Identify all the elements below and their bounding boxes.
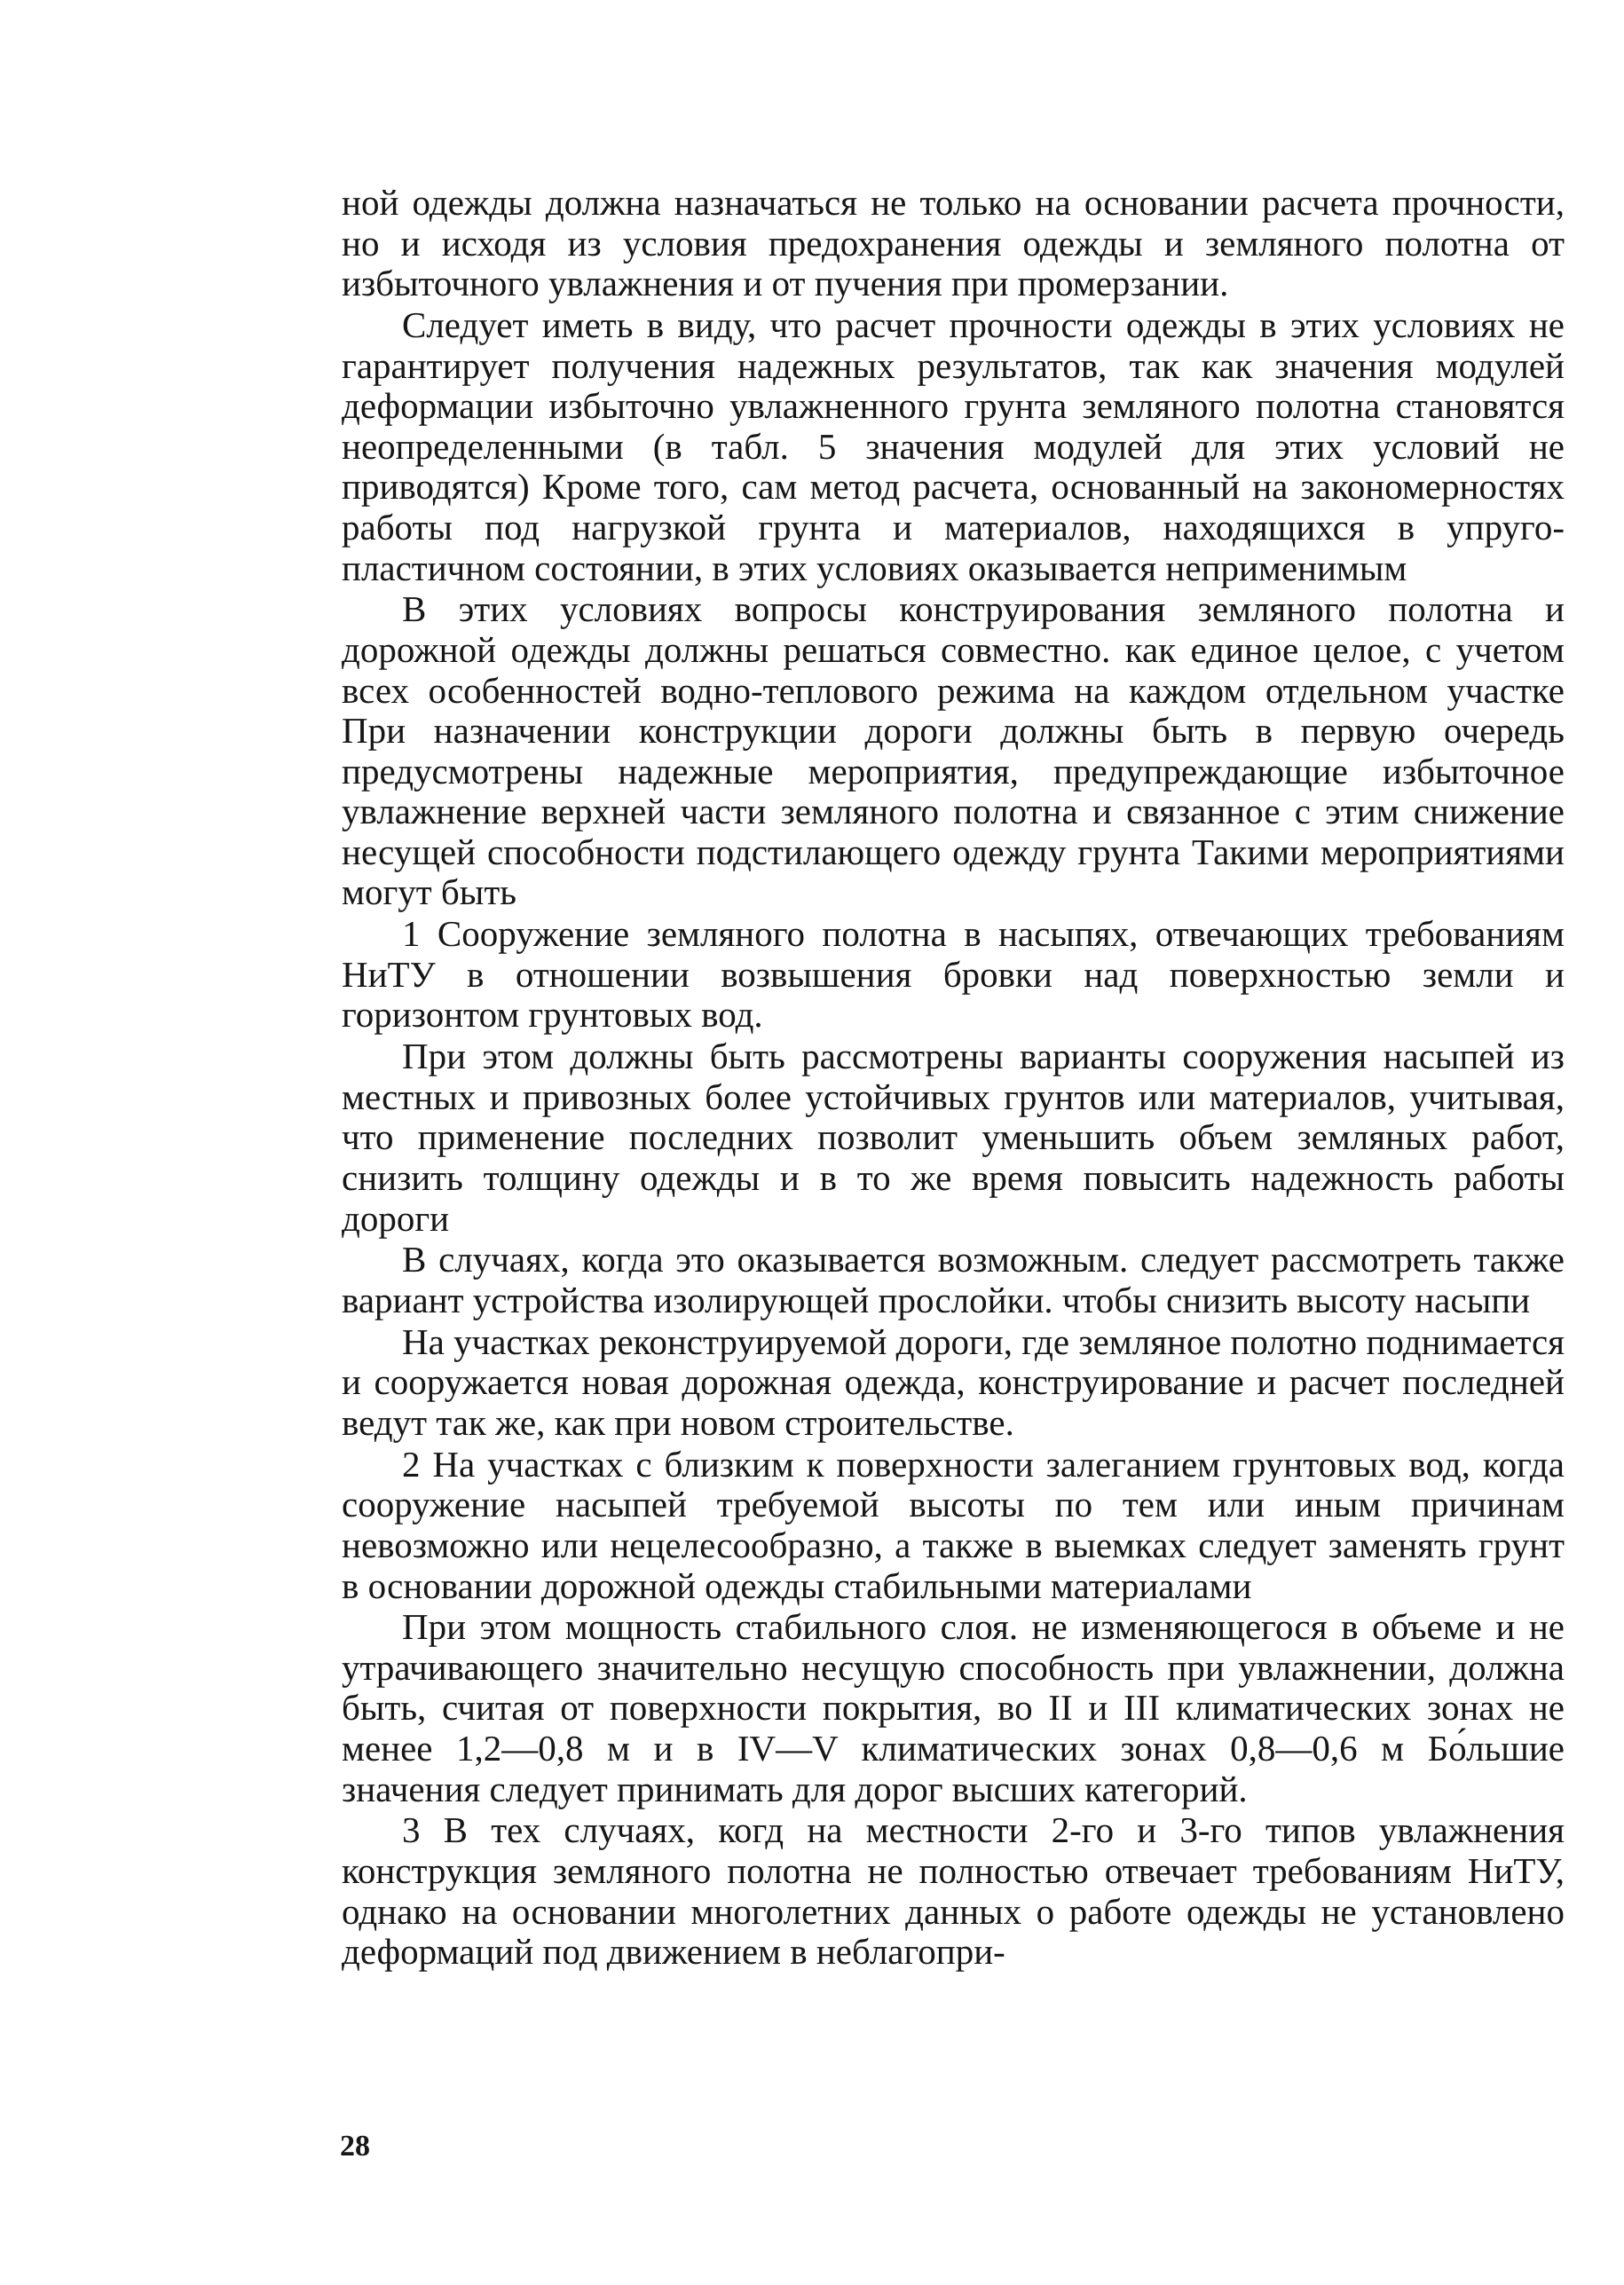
paragraph-9: При этом мощность стабильного слоя. не изменяющегося в объеме и не утрачивающего значительно несущую способность при увлажнении, должна быть, считая от поверхности покрытия, во II и III климатических зонах не менее 1,2—0,8 м и в IV—V климатических зонах 0,8—0,6 м Бо́льшие значения следует принимать для дорог высших категорий.	[342, 1606, 1565, 1809]
paragraph-8: 2 На участках с близким к поверхности залеганием грунтовых вод, когда сооружение насыпей требуемой высоты по тем или иным причинам невозможно или нецелесообразно, а также в выемках следует заменять грунт в основании дорожной одежды стабильными материалами	[342, 1443, 1565, 1606]
paragraph-7: На участках реконструируемой дороги, где земляное полотно поднимается и сооружается новая дорожная одежда, конструирование и расчет последней ведут так же, как при новом строительстве.	[342, 1320, 1565, 1443]
paragraph-4: 1 Сооружение земляного полотна в насыпях, отвечающих требованиям НиТУ в отношении возвышения бровки над поверхностью земли и горизонтом грунтовых вод.	[342, 913, 1565, 1036]
paragraph-10: 3 В тех случаях, когд на местности 2-го и 3-го типов увлажнения конструкция земляного полотна не полностью отвечает требованиям НиТУ, однако на основании многолетних данных о работе одежды не установлено деформаций под движением в неблагопри-	[342, 1809, 1565, 1973]
paragraph-5: При этом должны быть рассмотрены варианты сооружения насыпей из местных и привозных более устойчивых грунтов или материалов, учитывая, что применение последних позволит уменьшить объем земляных работ, снизить толщину одежды и в то же время повысить надежность работы дороги	[342, 1036, 1565, 1239]
paragraph-1: ной одежды должна назначаться не только на основании расчета прочности, но и исходя из условия предохранения одежды и земляного полотна от избыточного увлажнения и от пучения при промерзании.	[342, 182, 1565, 304]
body-text	[342, 183, 1565, 1974]
paragraph-2: Следует иметь в виду, что расчет прочности одежды в этих условиях не гарантирует получения надежных результатов, так как значения модулей деформации избыточно увлажненного грунта земляного полотна становятся неопределенными (в табл. 5 значения модулей для этих условий не приводятся) Кроме того, сам метод расчета, основанный на закономерностях работы под нагрузкой грунта и материалов, находящихся в упруго-пластичном состоянии, в этих условиях оказывается неприменимым	[342, 303, 1565, 588]
page-number: 28	[340, 2130, 370, 2163]
paragraph-6: В случаях, когда это оказывается возможным. следует рассмотреть также вариант устройства изолирующей прослойки. чтобы снизить высоту насыпи	[342, 1239, 1565, 1320]
paragraph-3: В этих условиях вопросы конструирования земляного полотна и дорожной одежды должны решаться совместно. как единое целое, с учетом всех особенностей водно-теплового режима на каждом отдельном участке При назначении конструкции дороги должны быть в первую очередь предусмотрены надежные мероприятия, предупреждающие избыточное увлажнение верхней части земляного полотна и связанное с этим снижение несущей способности подстилающего одежду грунта Такими мероприятиями могут быть	[342, 588, 1565, 913]
